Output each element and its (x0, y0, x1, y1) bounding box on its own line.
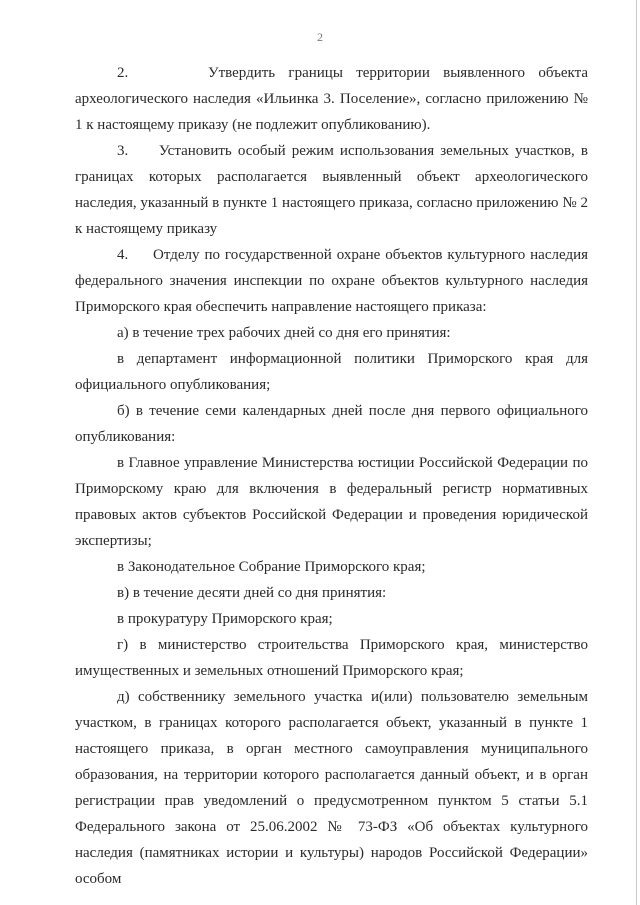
paragraph-department-order: 4. Отделу по государственной охране объектов культурного наследия федерального значения инспекции по охране объектов культурного наследия Приморского края обеспечить направление настоящего приказа: (75, 247, 588, 315)
paragraph-prosecutor: в прокуратуру Приморского края; (117, 611, 333, 627)
paragraph-item-v: в) в течение десяти дней со дня принятия: (117, 585, 387, 601)
paragraph-item-b: б) в течение семи календарных дней после дня первого официального опубликования: (75, 403, 588, 445)
paragraph-item-a: а) в течение трех рабочих дней со дня его принятия: (117, 325, 451, 341)
paragraph-approve-boundaries: 2. Утвердить границы территории выявленного объекта археологического наследия «Ильинка 3. Поселение», согласно приложению № 1 к настоящему приказу (не подлежит опубликованию). (75, 65, 588, 133)
paragraph-justice-ministry: в Главное управление Министерства юстиции Российской Федерации по Приморскому краю для включения в федеральный регистр нормативных правовых актов субъектов Российской Федерации и проведения юридической экспертизы; (75, 455, 588, 549)
document-body (75, 60, 588, 892)
scan-edge-line (636, 0, 637, 905)
paragraph-item-g: г) в министерство строительства Приморского края, министерство имущественных и земельных отношений Приморского края; (75, 637, 588, 679)
page-number: 2 (317, 30, 323, 44)
paragraph-legislative-assembly: в Законодательное Собрание Приморского края; (117, 559, 426, 575)
paragraph-special-regime: 3. Установить особый режим использования земельных участков, в границах которых располагается выявленный объект археологического наследия, указанный в пункте 1 настоящего приказа, согласно приложению № 2 к настоящему приказу (75, 143, 588, 237)
paragraph-info-policy: в департамент информационной политики Приморского края для официального опубликования; (75, 351, 588, 393)
paragraph-item-d: д) собственнику земельного участка и(или) пользователю земельным участком, в границах которого располагается объект, указанный в пункте 1 настоящего приказа, в орган местного самоуправления муниципального образования, на территории которого располагается данный объект, и в орган регистрации прав уведомлений о предусмотренном пунктом 5 статьи 5.1 Федерального закона от 25.06.2002 № 73-ФЗ «Об объектах культурного наследия (памятниках истории и культуры) народов Российской Федерации» особом (75, 689, 588, 887)
